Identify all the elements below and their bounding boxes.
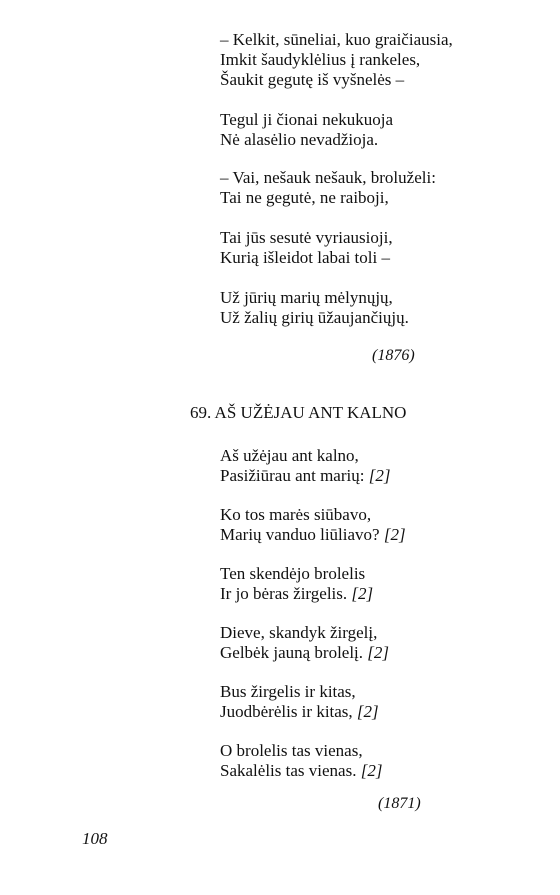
verse-line: Tegul ji čionai nekukuoja [220,110,394,129]
verse-line: Nė alasėlio nevadžioja. [220,130,379,149]
poem2-stanza-3 [220,564,373,604]
verse-line: Šaukit gegutę iš vyšnelės – [220,70,405,89]
verse-line: Marių vanduo liūliavo? [2] [220,525,406,544]
verse-line: Dieve, skandyk žirgelį, [220,623,378,642]
verse-line: Bus žirgelis ir kitas, [220,682,356,701]
poem2-stanza-5 [220,682,379,722]
verse-line: Tai ne gegutė, ne raiboji, [220,188,389,207]
verse-line: – Vai, nešauk nešauk, broluželi: [220,168,436,187]
repeat-mark: [2] [360,761,383,780]
poem2-stanza-2 [220,505,406,545]
verse-line: Imkit šaudyklėlius į rankeles, [220,50,421,69]
verse-line: Ir jo bėras žirgelis. [2] [220,584,374,603]
repeat-mark: [2] [351,584,374,603]
poem1-stanza-1 [220,30,453,90]
poem2-stanza-1 [220,446,390,486]
poem1-stanza-5 [220,288,409,328]
verse-line: Ko tos marės siūbavo, [220,505,372,524]
poem1-stanza-2 [220,110,393,150]
poem2-date: (1871) [378,795,421,812]
poem2-stanza-6 [220,741,382,781]
verse-line: Aš užėjau ant kalno, [220,446,359,465]
verse-line: Už žalių girių ūžaujančiųjų. [220,308,409,327]
repeat-mark: [2] [383,525,406,544]
poem1-date: (1876) [372,347,415,364]
repeat-mark: [2] [367,643,390,662]
verse-line: O brolelis tas vienas, [220,741,363,760]
repeat-mark: [2] [368,466,391,485]
poem1-stanza-3 [220,168,436,208]
page-number: 108 [82,829,108,848]
poem2-title: 69. AŠ UŽĖJAU ANT KALNO [190,403,407,422]
verse-line: Ten skendėjo brolelis [220,564,366,583]
verse-line: Tai jūs sesutė vyriausioji, [220,228,393,247]
verse-line: Gelbėk jauną brolelį. [2] [220,643,390,662]
verse-line: – Kelkit, sūneliai, kuo graičiausia, [220,30,453,49]
repeat-mark: [2] [356,702,379,721]
verse-line: Kurią išleidot labai toli – [220,248,390,267]
verse-line: Juodbėrėlis ir kitas, [2] [220,702,379,721]
poem2-stanza-4 [220,623,389,663]
verse-line: Už jūrių marių mėlynųjų, [220,288,393,307]
verse-line: Pasižiūrau ant marių: [2] [220,466,391,485]
poem1-stanza-4 [220,228,393,268]
verse-line: Sakalėlis tas vienas. [2] [220,761,383,780]
